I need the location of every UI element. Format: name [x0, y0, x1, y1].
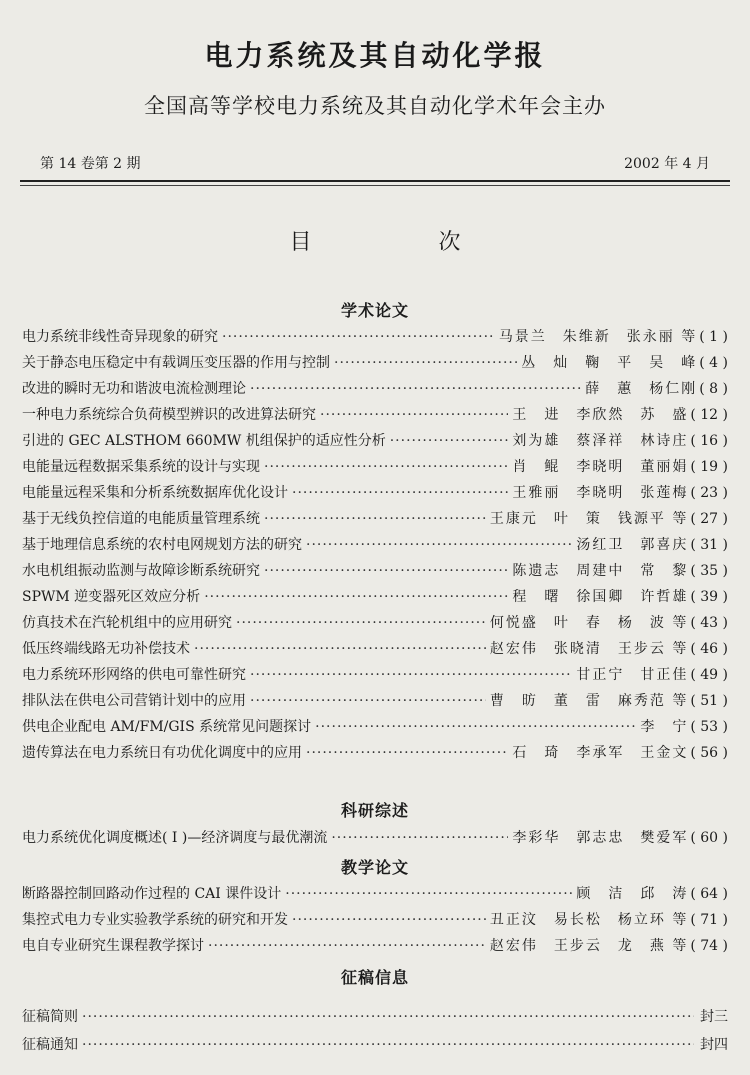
entry-page: ( 27 ): [690, 511, 728, 527]
entry-title: SPWM 逆变器死区效应分析: [22, 589, 201, 605]
leader-dots: [250, 381, 581, 397]
toc-entry: [22, 378, 728, 404]
entry-title: 引进的 GEC ALSTHOM 660MW 机组保护的适应性分析: [22, 433, 386, 449]
entry-authors: 肖 鲲 李晓明 董丽娟: [512, 459, 689, 475]
entry-page: ( 74 ): [690, 938, 728, 954]
entry-authors: 赵宏伟 张晓清 王步云 等: [489, 641, 689, 657]
entry-page: ( 4 ): [699, 355, 728, 371]
entry-title: 断路器控制回路动作过程的 CAI 课件设计: [22, 886, 282, 902]
entry-authors: 汤红卫 郭喜庆: [576, 537, 689, 553]
toc-entry: [22, 482, 728, 508]
entry-title: 电能量远程采集和分析系统数据库优化设计: [22, 485, 288, 501]
entry-title: 基于地理信息系统的农村电网规划方法的研究: [22, 537, 302, 553]
toc-entry: [22, 586, 728, 612]
entry-authors: 李 宁: [640, 719, 689, 735]
leader-dots: [82, 1037, 694, 1053]
leader-dots: [250, 667, 572, 683]
header-rule-thick: [20, 180, 730, 182]
issue-date: 2002 年 4 月: [624, 156, 710, 172]
entry-page: ( 23 ): [690, 485, 728, 501]
leader-dots: [236, 615, 486, 631]
entry-authors: 李彩华 郭志忠 樊爱军: [512, 830, 689, 846]
toc-entry: [22, 1034, 728, 1060]
entry-page: ( 49 ): [690, 667, 728, 683]
entry-title: 仿真技术在汽轮机组中的应用研究: [22, 615, 232, 631]
section-heading: 教学论文: [340, 858, 409, 877]
toc-entry: [22, 534, 728, 560]
entry-title: 征稿通知: [22, 1037, 78, 1053]
toc-entry: [22, 742, 728, 768]
leader-dots: [315, 719, 636, 735]
leader-dots: [334, 355, 517, 371]
leader-dots: [285, 886, 572, 902]
toc-heading: 目 次: [289, 230, 521, 255]
header-rule-thin: [20, 185, 730, 186]
entry-authors: 程 曙 徐国卿 许哲雄: [512, 589, 689, 605]
entry-title: 电自专业研究生课程教学探讨: [22, 938, 204, 954]
entry-page: ( 56 ): [690, 745, 728, 761]
toc-entry: [22, 404, 728, 430]
section-heading: 科研综述: [340, 801, 409, 820]
entry-authors: 王 进 李欣然 苏 盛: [512, 407, 689, 423]
issue-info-row: [40, 153, 710, 173]
leader-dots: [208, 938, 486, 954]
toc-entry: [22, 1006, 728, 1032]
entry-page: ( 31 ): [690, 537, 728, 553]
leader-dots: [250, 693, 486, 709]
entry-title: 排队法在供电公司营销计划中的应用: [22, 693, 246, 709]
entry-page: ( 64 ): [690, 886, 728, 902]
toc-entry: [22, 664, 728, 690]
entry-authors: 丛 灿 鞠 平 吴 峰: [521, 355, 698, 371]
leader-dots: [264, 563, 508, 579]
entry-title: 一种电力系统综合负荷模型辨识的改进算法研究: [22, 407, 316, 423]
leader-dots: [331, 830, 508, 846]
leader-dots: [222, 329, 495, 345]
entry-page: ( 53 ): [690, 719, 728, 735]
toc-entry: [22, 909, 728, 935]
entry-title: 电能量远程数据采集系统的设计与实现: [22, 459, 260, 475]
leader-dots: [306, 745, 508, 761]
entry-authors: 薛 蕙 杨仁刚: [585, 381, 698, 397]
toc-entry: [22, 716, 728, 742]
entry-page: ( 46 ): [690, 641, 728, 657]
entry-page: ( 60 ): [690, 830, 728, 846]
entry-authors: 甘正宁 甘正佳: [576, 667, 689, 683]
entry-title: 电力系统优化调度概述( Ⅰ )—经济调度与最优潮流: [22, 830, 328, 846]
toc-entry: [22, 935, 728, 961]
leader-dots: [292, 912, 486, 928]
entry-title: 电力系统环形网络的供电可靠性研究: [22, 667, 246, 683]
volume-issue: 第 14 卷第 2 期: [40, 156, 141, 172]
toc-entry: [22, 612, 728, 638]
toc-entry: [22, 326, 728, 352]
entry-authors: 王康元 叶 策 钱源平 等: [489, 511, 689, 527]
entry-authors: 赵宏伟 王步云 龙 燕 等: [489, 938, 689, 954]
leader-dots: [292, 485, 508, 501]
entry-authors: 何悦盛 叶 春 杨 波 等: [489, 615, 689, 631]
journal-sponsor: 全国高等学校电力系统及其自动化学术年会主办: [144, 94, 606, 118]
entry-title: 集控式电力专业实验教学系统的研究和开发: [22, 912, 288, 928]
entry-page: ( 35 ): [690, 563, 728, 579]
toc-entry: [22, 883, 728, 909]
entry-authors: 马景兰 朱维新 张永丽 等: [498, 329, 698, 345]
leader-dots: [264, 511, 486, 527]
entry-authors: 曹 昉 董 雷 麻秀范 等: [489, 693, 689, 709]
entry-title: 遗传算法在电力系统日有功优化调度中的应用: [22, 745, 302, 761]
entry-page: ( 16 ): [690, 433, 728, 449]
leader-dots: [204, 589, 508, 605]
journal-title: 电力系统及其自动化学报: [204, 39, 546, 72]
entry-page: ( 39 ): [690, 589, 728, 605]
entry-page: ( 1 ): [699, 329, 728, 345]
entry-title: 征稿简则: [22, 1009, 78, 1025]
entry-page: ( 12 ): [690, 407, 728, 423]
toc-entry: [22, 352, 728, 378]
entry-page: ( 19 ): [690, 459, 728, 475]
entry-page: 封四: [700, 1037, 728, 1053]
entry-page: ( 51 ): [690, 693, 728, 709]
toc-entry: [22, 827, 728, 853]
entry-page: ( 43 ): [690, 615, 728, 631]
entry-page: ( 71 ): [690, 912, 728, 928]
entry-authors: 陈遗志 周建中 常 黎: [512, 563, 689, 579]
leader-dots: [390, 433, 509, 449]
entry-title: 基于无线负控信道的电能质量管理系统: [22, 511, 260, 527]
entry-title: 供电企业配电 AM/FM/GIS 系统常见问题探讨: [22, 719, 312, 735]
entry-authors: 石 琦 李承军 王金文: [512, 745, 689, 761]
leader-dots: [194, 641, 486, 657]
toc-entry: [22, 508, 728, 534]
entry-title: 水电机组振动监测与故障诊断系统研究: [22, 563, 260, 579]
leader-dots: [264, 459, 508, 475]
toc-entry: [22, 690, 728, 716]
toc-entry: [22, 456, 728, 482]
entry-authors: 顾 洁 邱 涛: [576, 886, 689, 902]
entry-title: 关于静态电压稳定中有载调压变压器的作用与控制: [22, 355, 330, 371]
entry-authors: 丑正汶 易长松 杨立环 等: [489, 912, 689, 928]
leader-dots: [306, 537, 572, 553]
toc-entry: [22, 638, 728, 664]
entry-title: 电力系统非线性奇异现象的研究: [22, 329, 218, 345]
entry-page: ( 8 ): [699, 381, 728, 397]
entry-authors: 刘为雄 蔡泽祥 林诗庄: [512, 433, 689, 449]
section-heading: 征稿信息: [340, 968, 409, 987]
leader-dots: [82, 1009, 694, 1025]
entry-page: 封三: [700, 1009, 728, 1025]
toc-entry: [22, 560, 728, 586]
entry-title: 低压终端线路无功补偿技术: [22, 641, 190, 657]
toc-entry: [22, 430, 728, 456]
leader-dots: [320, 407, 508, 423]
entry-authors: 王雅丽 李晓明 张莲梅: [512, 485, 689, 501]
entry-title: 改进的瞬时无功和谐波电流检测理论: [22, 381, 246, 397]
section-heading: 学术论文: [340, 301, 409, 320]
